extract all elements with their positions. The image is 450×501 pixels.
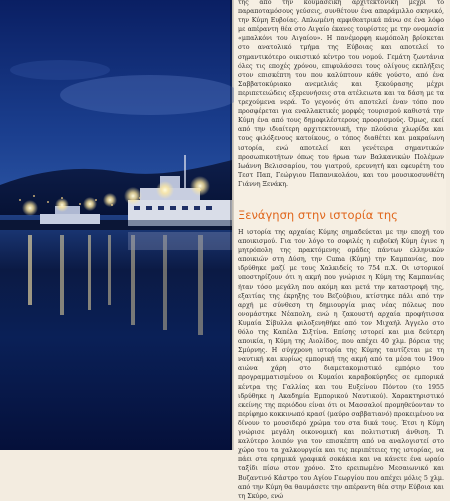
article-column [234, 0, 446, 500]
harbor-scene [0, 0, 232, 450]
cloud [60, 75, 240, 115]
boat [40, 214, 100, 224]
intro-paragraph: της από την κουμασέική αρχιτεκτονική μέχρι το παραποταμόσους γεύσεις, συνθέτουν ένα απαράμιλλο σκηνικό, την Κύμη Ευβοίας. Απλωμένη αμφιθεατρικά πάνω σε ένα λόφο με απέραντη θέα στο Αιγαίο έκανες τουρίστες με την ονομασία «μπαλκόνι του Αιγαίου». Η πανέμορφη κωμόπολη βρίσκεται στο ανατολικό τμήμα της Εύβοιας και αποτελεί το σημαντικότερο οικιστικό κέντρο του νομού. Γεμάτη ζωντάνια όλες τις εποχές χρόνου, επιφυλάσσει τους ολίγους εκπλήξεις στον επισκέπτη του που καλύπτουν κάθε γούστο, από ένα Σαββατοκύριακο ανεμελιάς και ξεκούρασης μέχρι περιπετειώδεις εξερευνήσεις στα ατέλειωτα και τα δάση με τα τρεχούμενα νερά. Το γεγονός ότι αποτελεί έναν τόπο που προσφέρεται για εναλλακτικές μορφές τουρισμού καθιστά την Κύμη ένα από τους δημοφιλέστερους προορισμούς. Όμως, εκεί από την ιδιαίτερη αρχιτεκτονική, την πλούσια χλωρίδα και τους φιλόξενους κατοίκους, ο τόπος διαθέτει και μακραίωνη ιστορία, ενώ αποτελεί και γενέτειρα σημαντικών προσωπικοτήτων όπως του ήρωα των Βαλκανικών Πολέμων Ιωάννη Βελισσαρίου, του γιατρού, ερευνητή και εφευρέτη του Τεστ Παπ, Γεώργιου Παπανικολάου, και του μουσικοσυνθέτη Γιάννη Ξενάκη. [238, 0, 444, 188]
section-heading: Ξενάγηση στην ιστορία της [238, 207, 398, 222]
harbor-night-photo [0, 0, 232, 450]
ship-reflection [128, 232, 232, 250]
cloud [10, 60, 110, 80]
history-paragraph: Η ιστορία της αρχαίας Κύμης σημαδεύεται με την εποχή του αποικισμού. Για τον λόγο το σοφιλές η ευβοϊκή Κύμη έγινε η μητρόπολη της πρακτόμενης ομάδες πάντων ελληνικών αποικιών στη Δύση, την Cuma (Κύμη) την Καμπανίας, που ιδρύθηκε μαζί με τους Χαλκιδείς το 754 π.Χ. Οι ιστορικοί υποστηρίζουν ότι η ακμή που γνώρισε η Κύμη της Καμπανίας ήταν τόσο μεγάλη που ακόμη και μετά την καταστροφή της, εξαιτίας της έκρηξης του Βεζούβιου, κτίστηκε πάλι από την αρχή με σύνθεση τη δημιουργία μιας νέας πόλεως που ονομάστηκε Νέαπολη, ενώ η ζακουστή αρχαία προφήτισσα Κυμαία Σίβυλλα φιλοξενηθήκε από τον Μιχαήλ Άγγελο στο θόλο της Καπέλα Σιξτίνα. Επίσης ιστορεί και μια δεύτερη αποικία, η Κύμη της Αιολίδος, που απέχει 40 χλμ. βόρεια της Σμύρνης. Η σύγχρονη ιστορία της Κύμης ταυτίζεται με τη ναυτική και κυρίως εμπορική της ακμή από τα μέσα του 19ου αιώνα χάρη στο διαμετακομιστικό εμπόριο του προγραμματισμένου οι Κυμαίοι καραβοκύρηδες σε εμπορικά κέντρα της Γαλλίας και του Ευξείνου Πόντου (το 1955 ιδρύθηκε η Ακαδημία Εμπορικού Ναυτικού). Χαρακτηριστικό εκείνης της περιόδου είναι ότι οι Μασσαλοί προμηθεύονταν το περίφημο κοκκινωπό κρασί (μαύρο σαββατιανό) προκειμένου να δίνουν το μουσιδερό χρώμα του στα δικά τους. Έτσι η Κύμη γνώρισε μεγάλη οικονομική και πολιτιστική άνθιση. Τι καλύτερο λοιπόν για τον επισκέπτη από να αναλογιστεί στο χώρο του τα χαλκουργεία και τις περιπέτειες της ιστορίας, να πάει στα ερημικά γραφικά σοκάκια και να κάνετε ένα ωραίο ταξίδι πίσω στον χρόνο. Στο ερειπωμένο Μεσαιωνικό και Βυζαντινό Κάστρο του Αγίου Γεωργίου που απέχει μόλις 5 χλμ. από την Κύμη θα θαυμάσετε την απέραντη θέα στην Εύβοια και τη Σκύρο, ενώ [238, 228, 444, 500]
